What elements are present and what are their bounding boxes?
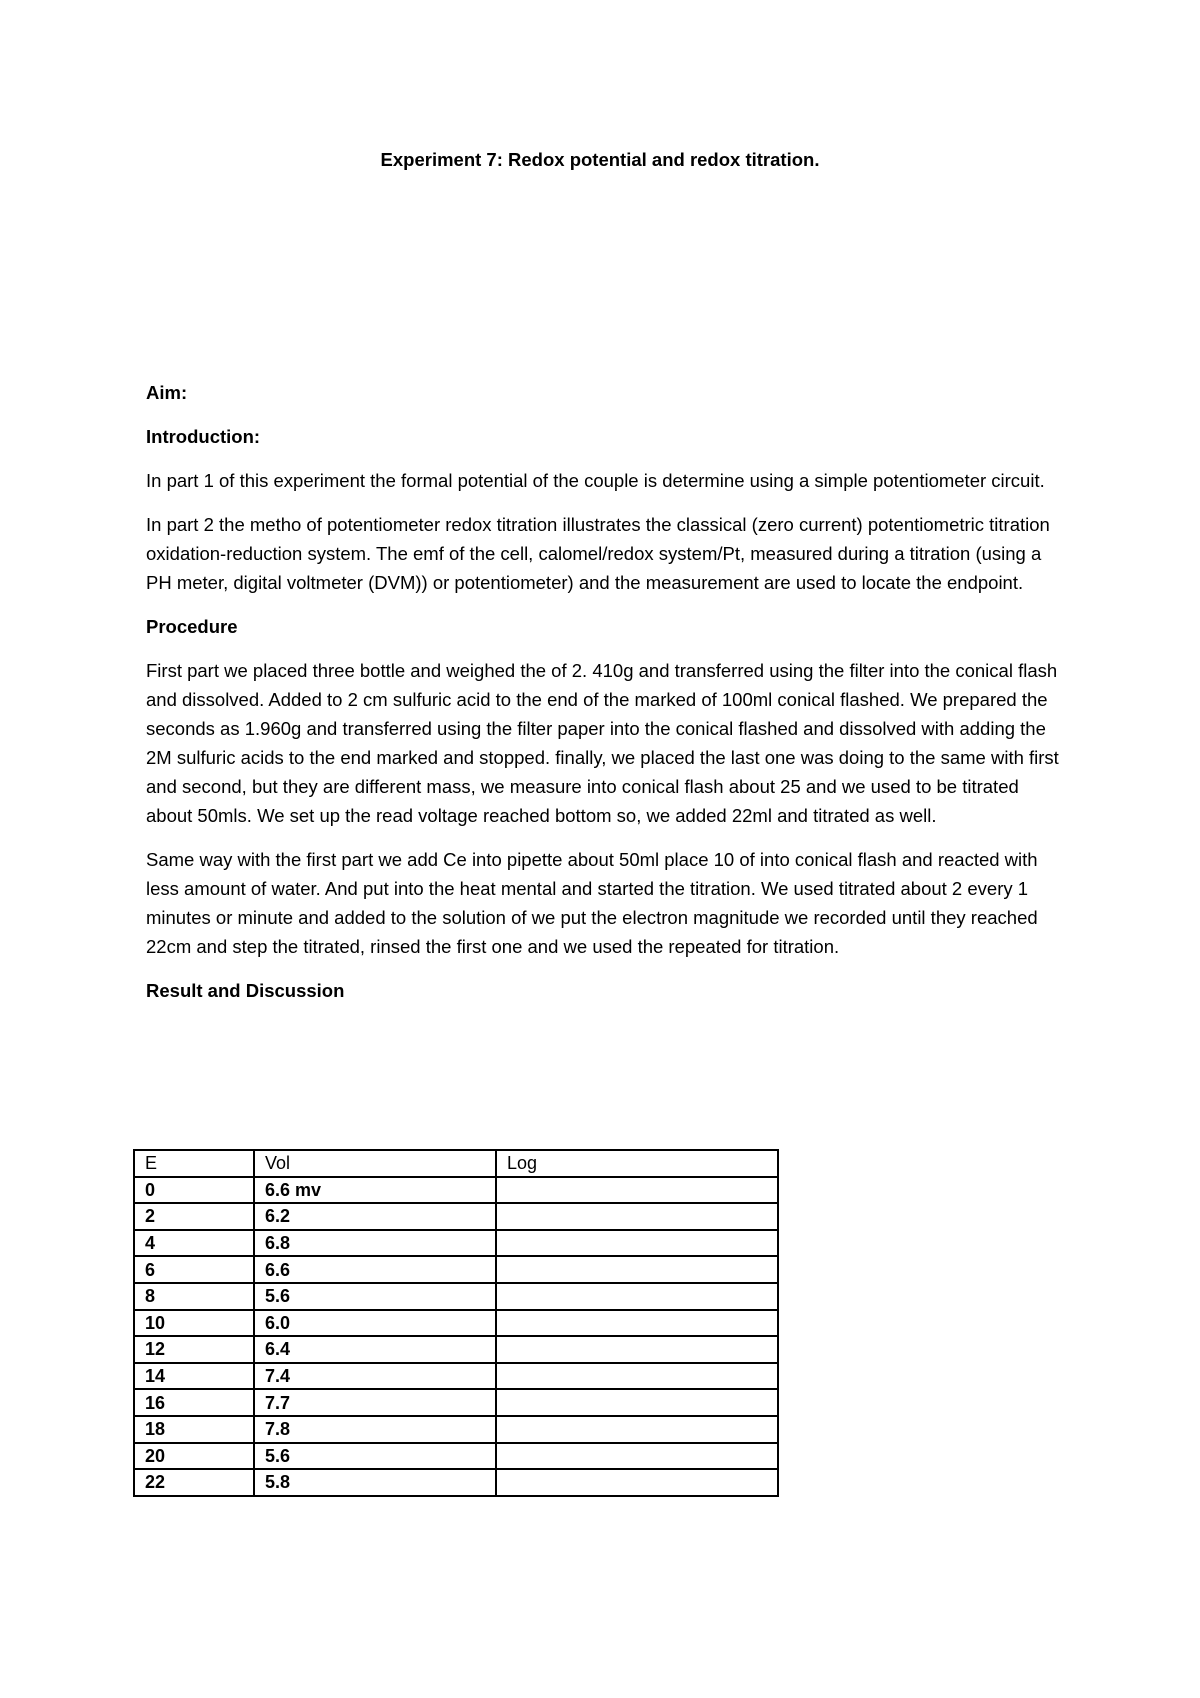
cell-log bbox=[496, 1416, 778, 1443]
results-table-body bbox=[134, 1177, 778, 1496]
cell-e: 16 bbox=[134, 1389, 254, 1416]
cell-vol: 6.6 mv bbox=[254, 1177, 496, 1204]
table-row bbox=[134, 1283, 778, 1310]
cell-vol: 5.8 bbox=[254, 1469, 496, 1496]
procedure-heading: Procedure bbox=[146, 616, 238, 637]
cell-e: 2 bbox=[134, 1203, 254, 1230]
cell-e: 10 bbox=[134, 1310, 254, 1337]
cell-vol: 7.8 bbox=[254, 1416, 496, 1443]
cell-log bbox=[496, 1283, 778, 1310]
aim-heading: Aim: bbox=[146, 382, 188, 403]
cell-vol: 6.8 bbox=[254, 1230, 496, 1257]
cell-e: 20 bbox=[134, 1443, 254, 1470]
cell-vol: 5.6 bbox=[254, 1283, 496, 1310]
cell-log bbox=[496, 1443, 778, 1470]
cell-e: 12 bbox=[134, 1336, 254, 1363]
cell-log bbox=[496, 1469, 778, 1496]
document-title: Experiment 7: Redox potential and redox titration. bbox=[380, 149, 820, 170]
cell-e: 18 bbox=[134, 1416, 254, 1443]
table-row bbox=[134, 1443, 778, 1470]
cell-vol: 7.7 bbox=[254, 1389, 496, 1416]
cell-e: 8 bbox=[134, 1283, 254, 1310]
cell-log bbox=[496, 1256, 778, 1283]
introduction-heading: Introduction: bbox=[146, 426, 261, 447]
table-header-row bbox=[134, 1150, 778, 1177]
cell-log bbox=[496, 1230, 778, 1257]
cell-vol: 6.0 bbox=[254, 1310, 496, 1337]
table-row bbox=[134, 1256, 778, 1283]
cell-log bbox=[496, 1363, 778, 1390]
cell-e: 4 bbox=[134, 1230, 254, 1257]
introduction-paragraph-1: In part 1 of this experiment the formal potential of the couple is determine using a simple potentiometer circuit. bbox=[146, 470, 1045, 491]
table-row bbox=[134, 1177, 778, 1204]
cell-vol: 6.6 bbox=[254, 1256, 496, 1283]
table-row bbox=[134, 1363, 778, 1390]
header-cell-vol: Vol bbox=[254, 1150, 496, 1177]
procedure-paragraph-1: First part we placed three bottle and weighed the of 2. 410g and transferred using the filter into the conical flash and dissolved. Added to 2 cm sulfuric acid to the end of the marked of 100ml conical flashed. We prepared the seconds as 1.960g and transferred using the filter paper into the conical flashed and dissolved with adding the 2M sulfuric acids to the end marked and stopped. finally, we placed the last one was doing to the same with first and second, but they are different mass, we measure into conical flash about 25 and we used to be titrated about 50mls. We set up the read voltage reached bottom so, we added 22ml and titrated as well. bbox=[146, 660, 1059, 826]
cell-log bbox=[496, 1177, 778, 1204]
table-row bbox=[134, 1389, 778, 1416]
cell-vol: 6.4 bbox=[254, 1336, 496, 1363]
cell-e: 6 bbox=[134, 1256, 254, 1283]
cell-log bbox=[496, 1336, 778, 1363]
table-row bbox=[134, 1469, 778, 1496]
cell-log bbox=[496, 1389, 778, 1416]
cell-log bbox=[496, 1310, 778, 1337]
table-row bbox=[134, 1203, 778, 1230]
table-row bbox=[134, 1310, 778, 1337]
cell-e: 22 bbox=[134, 1469, 254, 1496]
table-row bbox=[134, 1416, 778, 1443]
table-row bbox=[134, 1230, 778, 1257]
cell-e: 14 bbox=[134, 1363, 254, 1390]
results-heading: Result and Discussion bbox=[146, 980, 345, 1001]
cell-log bbox=[496, 1203, 778, 1230]
cell-vol: 6.2 bbox=[254, 1203, 496, 1230]
cell-vol: 7.4 bbox=[254, 1363, 496, 1390]
cell-vol: 5.6 bbox=[254, 1443, 496, 1470]
header-cell-log: Log bbox=[496, 1150, 778, 1177]
introduction-paragraph-2: In part 2 the metho of potentiometer redox titration illustrates the classical (zero current) potentiometric titration oxidation-reduction system. The emf of the cell, calomel/redox system/Pt, measured during a titration (using a PH meter, digital voltmeter (DVM)) or potentiometer) and the measurement are used to locate the endpoint. bbox=[146, 514, 1050, 593]
document-body bbox=[146, 378, 1066, 1020]
header-cell-e: E bbox=[134, 1150, 254, 1177]
results-table bbox=[133, 1149, 779, 1497]
cell-e: 0 bbox=[134, 1177, 254, 1204]
table-row bbox=[134, 1336, 778, 1363]
procedure-paragraph-2: Same way with the first part we add Ce into pipette about 50ml place 10 of into conical flash and reacted with less amount of water. And put into the heat mental and started the titration. We used titrated about 2 every 1 minutes or minute and added to the solution of we put the electron magnitude we recorded until they reached 22cm and step the titrated, rinsed the first one and we used the repeated for titration. bbox=[146, 849, 1038, 957]
